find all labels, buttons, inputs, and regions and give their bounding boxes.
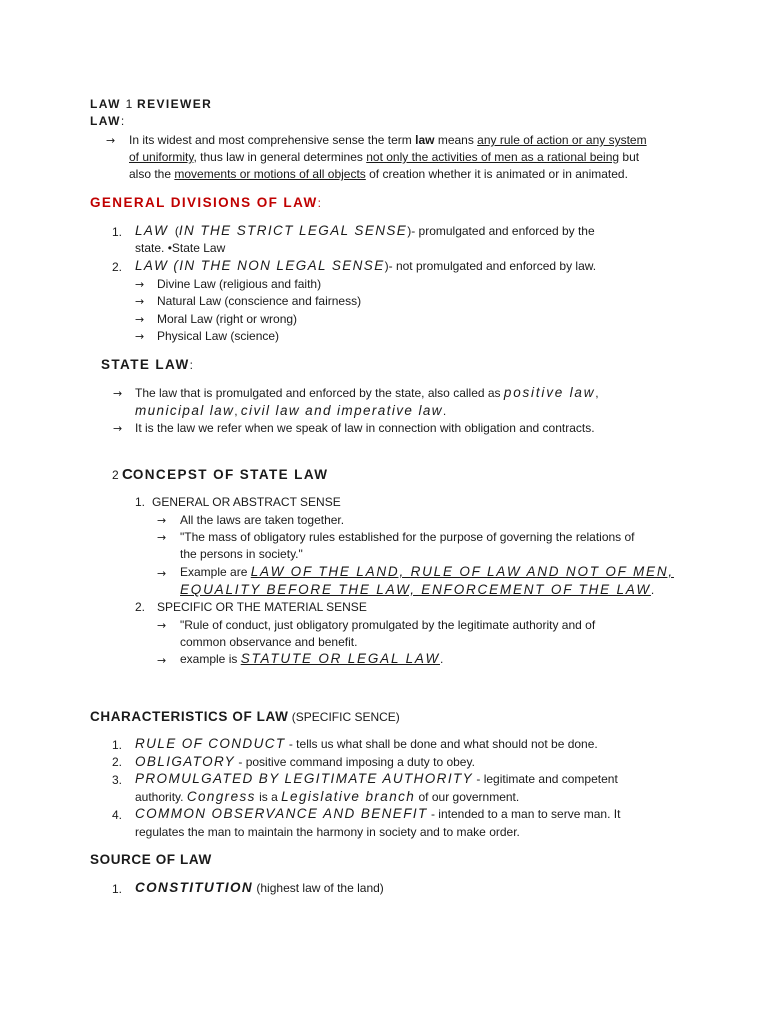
- list-item: "The mass of obligatory rules established for the purpose of governing the relations of: [180, 530, 635, 544]
- characteristic-item-4-line-2: regulates the man to maintain the harmony in society and to make order.: [135, 825, 520, 839]
- characteristic-item-4: COMMON OBSERVANCE AND BENEFIT - intended to a man to serve man. It: [135, 806, 621, 821]
- arrow-icon: →: [157, 567, 167, 580]
- law-definition-line-3: also the movements or motions of all objects of creation whether it is animated or in animated.: [129, 167, 628, 181]
- list-item: Divine Law (religious and faith): [157, 277, 322, 291]
- source-of-law-heading: SOURCE OF LAW: [90, 852, 212, 867]
- list-number: 2.: [112, 755, 123, 769]
- division-item-1-line-2: state. •State Law: [135, 241, 226, 255]
- state-law-point-1-line-1: The law that is promulgated and enforced by the state, also called as positive law,: [135, 385, 599, 400]
- arrow-icon: →: [157, 514, 167, 527]
- law-definition-line-2: of uniformity, thus law in general determines not only the activities of men as a rational being but: [129, 150, 640, 164]
- list-number: 4.: [112, 808, 123, 822]
- list-item-continued: common observance and benefit.: [180, 635, 358, 649]
- state-law-point-2: It is the law we refer when we speak of law in connection with obligation and contracts.: [135, 421, 595, 435]
- characteristic-item-1: RULE OF CONDUCT - tells us what shall be done and what should not be done.: [135, 736, 598, 751]
- title-reviewer: REVIEWER: [137, 97, 213, 111]
- arrow-icon: →: [113, 422, 123, 435]
- arrow-icon: →: [113, 387, 123, 400]
- list-item: Physical Law (science): [157, 329, 280, 343]
- arrow-icon: →: [135, 313, 145, 326]
- list-number: 2.: [112, 260, 123, 274]
- list-item: Moral Law (right or wrong): [157, 312, 298, 326]
- list-number: 2.: [135, 600, 146, 614]
- list-number: 3.: [112, 773, 123, 787]
- general-divisions-heading: GENERAL DIVISIONS OF LAW:: [90, 195, 321, 210]
- arrow-icon: →: [157, 531, 167, 544]
- law-label: LAW:: [90, 114, 125, 128]
- concept-sense-2: SPECIFIC OR THE MATERIAL SENSE: [157, 600, 367, 614]
- title-number: 1: [125, 97, 133, 111]
- list-item-continued: the persons in society.": [180, 547, 303, 561]
- bullet-icon: •: [167, 241, 172, 255]
- division-item-2: LAW (IN THE NON LEGAL SENSE)- not promulgated and enforced by law.: [135, 258, 597, 273]
- list-item: "Rule of conduct, just obligatory promulgated by the legitimate authority and of: [180, 618, 596, 632]
- list-number: 1.: [112, 225, 123, 239]
- characteristics-heading: CHARACTERISTICS OF LAW (SPECIFIC SENCE): [90, 709, 400, 724]
- list-number: 1.: [112, 882, 123, 896]
- arrow-icon: →: [157, 654, 167, 667]
- list-item: All the laws are taken together.: [180, 513, 345, 527]
- characteristic-item-2: OBLIGATORY - positive command imposing a duty to obey.: [135, 754, 475, 769]
- arrow-icon: →: [135, 330, 145, 343]
- list-number: 1.: [112, 738, 123, 752]
- arrow-icon: →: [106, 134, 116, 147]
- source-item-1: CONSTITUTION (highest law of the land): [135, 880, 384, 895]
- state-law-point-1-line-2: municipal law, civil law and imperative law.: [135, 403, 447, 418]
- arrow-icon: →: [157, 619, 167, 632]
- characteristic-item-3: PROMULGATED BY LEGITIMATE AUTHORITY - legitimate and competent: [135, 771, 618, 786]
- arrow-icon: →: [135, 278, 145, 291]
- characteristic-item-3-line-2: authority. Congress is a Legislative branch of our government.: [135, 789, 520, 804]
- state-law-heading: STATE LAW:: [101, 357, 193, 372]
- division-item-1: LAW (IN THE STRICT LEGAL SENSE)- promulgated and enforced by the: [135, 223, 595, 238]
- concept-sense-1: GENERAL OR ABSTRACT SENSE: [152, 495, 341, 509]
- concept-specific-example: example is STATUTE OR LEGAL LAW.: [180, 651, 444, 666]
- concept-heading: 2 CONCEPST OF STATE LAW: [112, 466, 329, 483]
- list-number: 1.: [135, 495, 146, 509]
- document-title: [90, 96, 212, 113]
- law-definition-line-1: In its widest and most comprehensive sense the term law means any rule of action or any system: [129, 133, 647, 147]
- title-law: LAW: [90, 97, 121, 111]
- concept-example-line-1: Example are LAW OF THE LAND, RULE OF LAW AND NOT OF MEN,: [180, 564, 674, 579]
- concept-example-line-2: EQUALITY BEFORE THE LAW, ENFORCEMENT OF THE LAW.: [180, 582, 655, 597]
- arrow-icon: →: [135, 295, 145, 308]
- list-item: Natural Law (conscience and fairness): [157, 294, 362, 308]
